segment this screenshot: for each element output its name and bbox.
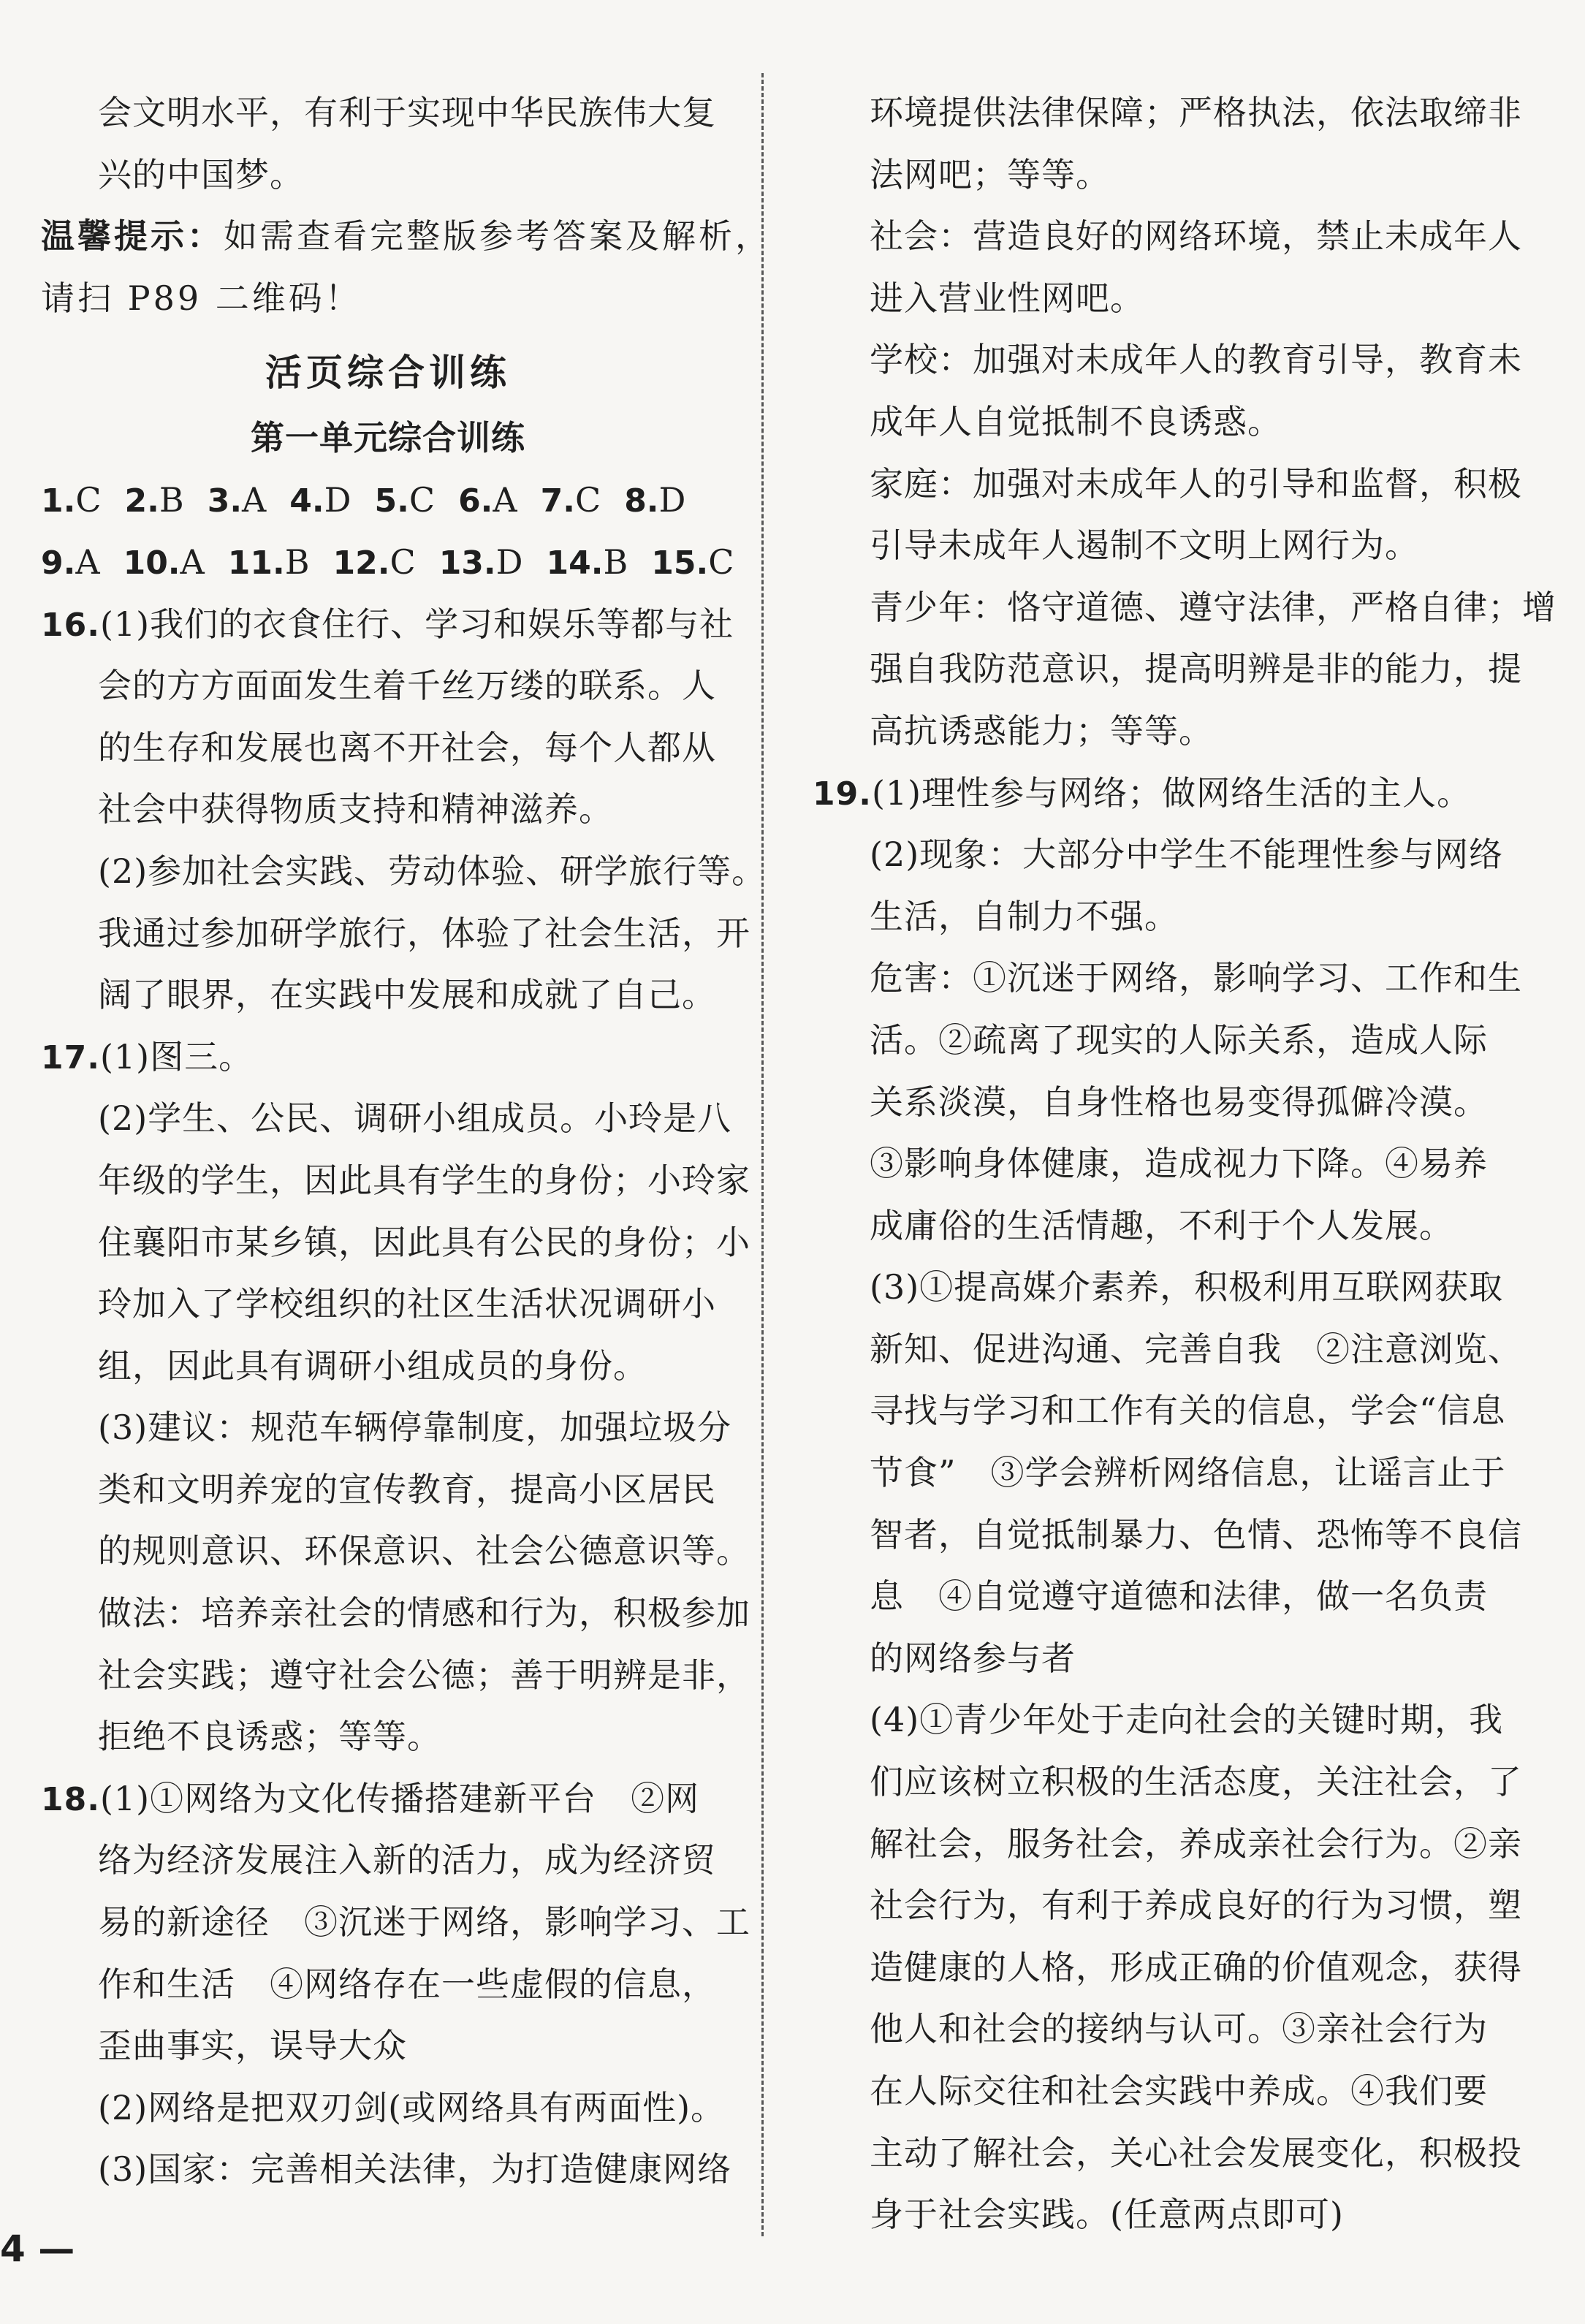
text-line: 19.(1)理性参与网络；做网络生活的主人。 <box>813 772 1472 813</box>
text-line: 法网吧；等等。 <box>870 154 1110 194</box>
column-divider <box>761 73 764 2236</box>
text-line: 拒绝不良诱惑；等等。 <box>98 1717 441 1757</box>
text-line: 智者，自觉抵制暴力、色情、恐怖等不良信 <box>870 1514 1522 1554</box>
text-line: (3)建议：规范车辆停靠制度，加强垃圾分 <box>98 1408 732 1448</box>
question-number: 19. <box>813 775 872 813</box>
text-line: 阔了眼界，在实践中发展和成就了自己。 <box>98 975 716 1015</box>
answer-item: 12.C <box>332 542 416 582</box>
text-line: 的规则意识、环保意识、社会公德意识等。 <box>98 1531 750 1571</box>
text-line: 类和文明养宠的宣传教育，提高小区居民 <box>98 1469 716 1509</box>
text-line: 高抗诱惑能力；等等。 <box>870 710 1213 751</box>
answer-item: 10.A <box>123 542 205 582</box>
question-17 <box>41 1026 750 1768</box>
answer-item: 6.A <box>458 480 517 520</box>
tip-line-1 <box>41 205 772 267</box>
text-line: 解社会，服务社会，养成亲社会行为。②亲 <box>870 1823 1522 1864</box>
left-column <box>41 82 772 2200</box>
text-line: 住襄阳市某乡镇，因此具有公民的身份；小 <box>98 1222 750 1262</box>
answer-item: 7.C <box>540 480 601 520</box>
answer-item: 9.A <box>41 542 100 582</box>
question-18-continued <box>813 82 1557 762</box>
text-line: 强自我防范意识，提高明辨是非的能力，提 <box>870 649 1522 689</box>
text-line: 造健康的人格，形成正确的价值观念，获得 <box>870 1947 1522 1987</box>
text-line: 年级的学生，因此具有学生的身份；小玲家 <box>98 1160 750 1200</box>
text-line: 危害：①沉迷于网络，影响学习、工作和生 <box>870 958 1522 998</box>
text-line: 成年人自觉抵制不良诱惑。 <box>870 401 1282 441</box>
text-line: 在人际交往和社会实践中养成。④我们要 <box>870 2071 1488 2111</box>
text-line: 络为经济发展注入新的活力，成为经济贸 <box>98 1840 716 1880</box>
text-line: 会文明水平，有利于实现中华民族伟大复 <box>98 93 716 132</box>
answer-item: 3.A <box>207 480 267 520</box>
text-line: 我通过参加研学旅行，体验了社会生活，开 <box>98 913 750 953</box>
question-number: 18. <box>41 1780 100 1818</box>
text-line: (2)学生、公民、调研小组成员。小玲是八 <box>98 1098 732 1139</box>
text-line: 新知、促进沟通、完善自我 ②注意浏览、 <box>870 1329 1522 1369</box>
question-19 <box>813 762 1543 2246</box>
page-number: 4 — <box>0 2228 75 2270</box>
text-line: 成庸俗的生活情趣，不利于个人发展。 <box>870 1205 1453 1245</box>
intro-text <box>41 82 735 205</box>
text-line: 家庭：加强对未成年人的引导和监督，积极 <box>870 463 1522 504</box>
text-line: 玲加入了学校组织的社区生活状况调研小 <box>98 1284 716 1324</box>
question-number: 16. <box>41 606 100 644</box>
text-line: 引导未成年人遏制不文明上网行为。 <box>870 525 1419 566</box>
text-line: (3)①提高媒介素养，积极利用互联网获取 <box>870 1267 1504 1307</box>
text-line: ③影响身体健康，造成视力下降。④易养 <box>870 1144 1488 1184</box>
text-line: 进入营业性网吧。 <box>870 278 1144 318</box>
text-line: 他人和社会的接纳与认可。③亲社会行为 <box>870 2009 1488 2049</box>
text-line: 活。②疏离了现实的人际关系，造成人际 <box>870 1019 1488 1060</box>
question-number: 17. <box>41 1038 100 1076</box>
answer-item: 11.B <box>227 542 310 582</box>
text-line: 寻找与学习和工作有关的信息，学会“信息 <box>870 1391 1506 1431</box>
unit-title: 第一单元综合训练 <box>251 418 525 458</box>
answers-row-2 <box>41 531 735 593</box>
text-line: 兴的中国梦。 <box>98 154 304 194</box>
text-line: 节食” ③学会辨析网络信息，让谣言止于 <box>870 1453 1506 1493</box>
question-16 <box>41 593 767 1026</box>
text-line: 息 ④自觉遵守道德和法律，做一名负责 <box>870 1576 1488 1617</box>
answer-item: 8.D <box>624 480 686 520</box>
text-line: 做法：培养亲社会的情感和行为，积极参加 <box>98 1593 750 1633</box>
text-line: 的生存和发展也离不开社会，每个人都从 <box>98 727 716 767</box>
tip-line-2: 请扫 P89 二维码！ <box>41 278 362 318</box>
text-line: (2)现象：大部分中学生不能理性参与网络 <box>870 835 1504 875</box>
text-line: 18.(1)①网络为文化传播搭建新平台 ②网 <box>41 1778 700 1818</box>
text-line: 作和生活 ④网络存在一些虚假的信息， <box>98 1964 716 2004</box>
text-line: 社会：营造良好的网络环境，禁止未成年人 <box>870 216 1522 257</box>
text-line: 关系淡漠，自身性格也易变得孤僻冷漠。 <box>870 1082 1488 1122</box>
question-18 <box>41 1768 750 2200</box>
text-line: 主动了解社会，关心社会发展变化，积极投 <box>870 2133 1522 2173</box>
text-line: 组，因此具有调研小组成员的身份。 <box>98 1345 647 1386</box>
text-line: 歪曲事实，误导大众 <box>98 2026 407 2066</box>
answers-row-1 <box>41 469 735 531</box>
answer-item: 5.C <box>374 480 436 520</box>
answer-item: 13.D <box>438 542 523 582</box>
answer-item: 1.C <box>41 480 102 520</box>
text-line: 生活，自制力不强。 <box>870 896 1179 936</box>
answer-item: 14.B <box>546 542 628 582</box>
text-line: 社会行为，有利于养成良好的行为习惯，塑 <box>870 1886 1522 1926</box>
text-line: 17.(1)图三。 <box>41 1036 254 1076</box>
text-line: 的网络参与者 <box>870 1638 1076 1678</box>
text-line: 青少年：恪守道德、遵守法律，严格自律；增 <box>870 587 1557 627</box>
text-line: (2)网络是把双刃剑(或网络具有两面性)。 <box>98 2087 726 2127</box>
text-line: (3)国家：完善相关法律，为打造健康网络 <box>98 2149 732 2190</box>
text-line: 易的新途径 ③沉迷于网络，影响学习、工 <box>98 1902 750 1943</box>
answer-item: 15.C <box>651 542 734 582</box>
text-line: (2)参加社会实践、劳动体验、研学旅行等。 <box>98 851 767 891</box>
answer-item: 4.D <box>289 480 351 520</box>
text-line: 身于社会实践。(任意两点即可) <box>870 2195 1344 2235</box>
answer-item: 2.B <box>124 480 184 520</box>
right-column <box>813 82 1557 2246</box>
text-line: 环境提供法律保障；严格执法，依法取缔非 <box>870 93 1522 132</box>
text-line: 16.(1)我们的衣食住行、学习和娱乐等都与社 <box>41 604 734 644</box>
text-line: 们应该树立积极的生活态度，关注社会，了 <box>870 1762 1522 1802</box>
text-line: (4)①青少年处于走向社会的关键时期，我 <box>870 1700 1504 1740</box>
tip-text: 如需查看完整版参考答案及解析， <box>224 216 772 257</box>
text-line: 学校：加强对未成年人的教育引导，教育未 <box>870 340 1522 380</box>
tip-label: 温馨提示： <box>41 216 224 257</box>
text-line: 会的方方面面发生着千丝万缕的联系。人 <box>98 666 716 706</box>
text-line: 社会中获得物质支持和精神滋养。 <box>98 789 613 829</box>
text-line: 社会实践；遵守社会公德；善于明辨是非， <box>98 1655 750 1695</box>
section-title: 活页综合训练 <box>265 352 511 395</box>
